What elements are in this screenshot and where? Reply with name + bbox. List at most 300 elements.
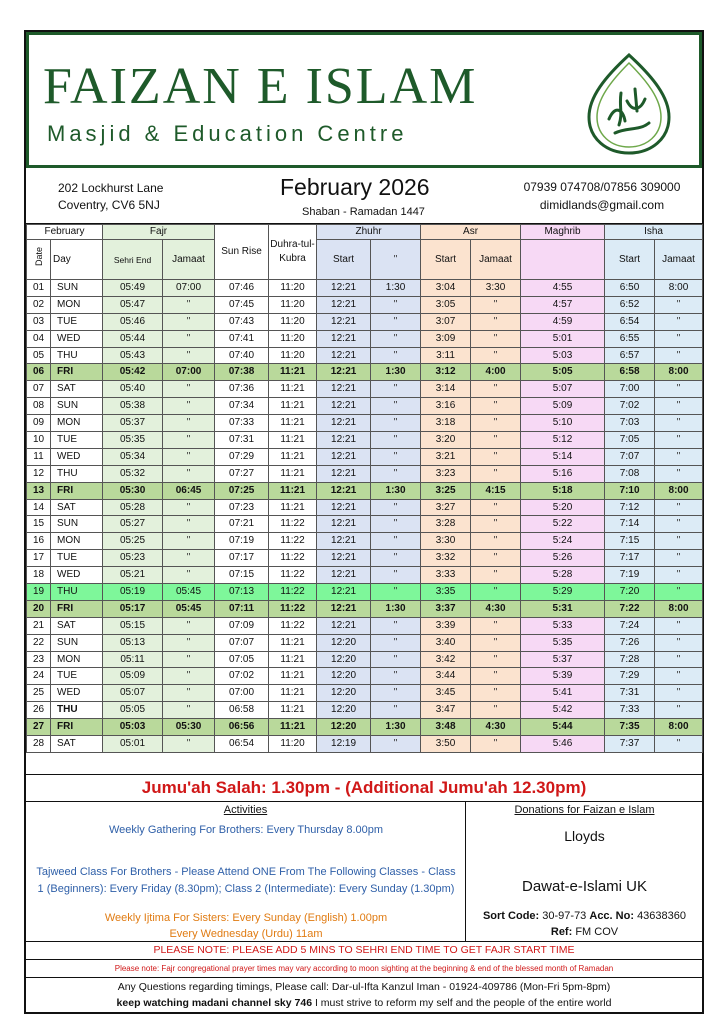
cell-mg: 5:22	[521, 516, 605, 533]
cell-as: 3:14	[421, 381, 471, 398]
cell-d: 10	[27, 432, 51, 449]
cell-d: 23	[27, 651, 51, 668]
cell-zj: "	[371, 550, 421, 567]
cell-mg: 5:37	[521, 651, 605, 668]
cell-fj: "	[163, 347, 215, 364]
cell-ij: "	[655, 634, 703, 651]
cell-zs: 12:20	[317, 651, 371, 668]
cell-zs: 12:19	[317, 736, 371, 753]
cell-zj: 1:30	[371, 280, 421, 297]
cell-dk: 11:20	[269, 280, 317, 297]
cell-zs: 12:21	[317, 482, 371, 499]
cell-ij: "	[655, 668, 703, 685]
cell-aj: "	[471, 651, 521, 668]
cell-sehri: 05:17	[103, 600, 163, 617]
cell-sun: 07:45	[215, 296, 269, 313]
cell-fj: "	[163, 313, 215, 330]
header-zuhr: Zhuhr	[317, 225, 421, 240]
cell-d: 22	[27, 634, 51, 651]
cell-d: 06	[27, 364, 51, 381]
cell-sehri: 05:23	[103, 550, 163, 567]
table-row	[27, 550, 703, 567]
cell-d: 03	[27, 313, 51, 330]
cell-day: SAT	[51, 736, 103, 753]
cell-zs: 12:20	[317, 719, 371, 736]
cell-dk: 11:21	[269, 482, 317, 499]
cell-aj: "	[471, 347, 521, 364]
cell-as: 3:04	[421, 280, 471, 297]
cell-sun: 07:00	[215, 685, 269, 702]
reference-line: Ref: FM COV	[550, 926, 619, 938]
cell-zj: "	[371, 381, 421, 398]
cell-mg: 5:46	[521, 736, 605, 753]
cell-ij: "	[655, 465, 703, 482]
cell-d: 08	[27, 398, 51, 415]
cell-fj: "	[163, 330, 215, 347]
cell-d: 27	[27, 719, 51, 736]
cell-fj: "	[163, 448, 215, 465]
table-row	[27, 280, 703, 297]
cell-zs: 12:21	[317, 533, 371, 550]
cell-ij: "	[655, 432, 703, 449]
cell-dk: 11:22	[269, 584, 317, 601]
cell-as: 3:47	[421, 702, 471, 719]
cell-is: 7:08	[605, 465, 655, 482]
cell-fj: 07:00	[163, 280, 215, 297]
cell-day: WED	[51, 330, 103, 347]
cell-fj: "	[163, 702, 215, 719]
header-isha-jamaat: Jamaat	[655, 240, 703, 280]
cell-mg: 5:14	[521, 448, 605, 465]
cell-d: 02	[27, 296, 51, 313]
cell-day: THU	[51, 702, 103, 719]
table-row	[27, 736, 703, 753]
sehri-note: PLEASE NOTE: PLEASE ADD 5 MINS TO SEHRI END TIME TO GET FAJR START TIME	[26, 942, 702, 960]
cell-as: 3:28	[421, 516, 471, 533]
header-isha-start: Start	[605, 240, 655, 280]
cell-sun: 07:15	[215, 567, 269, 584]
cell-day: SUN	[51, 398, 103, 415]
cell-as: 3:11	[421, 347, 471, 364]
cell-mg: 4:55	[521, 280, 605, 297]
cell-is: 7:22	[605, 600, 655, 617]
cell-zs: 12:21	[317, 330, 371, 347]
cell-as: 3:37	[421, 600, 471, 617]
cell-sehri: 05:13	[103, 634, 163, 651]
cell-mg: 4:59	[521, 313, 605, 330]
table-row	[27, 296, 703, 313]
cell-d: 17	[27, 550, 51, 567]
cell-sun: 07:36	[215, 381, 269, 398]
cell-fj: 05:45	[163, 584, 215, 601]
cell-aj: 4:30	[471, 719, 521, 736]
header-sehri-end: Sehri End	[103, 240, 163, 280]
cell-day: MON	[51, 415, 103, 432]
cell-zj: "	[371, 533, 421, 550]
header	[26, 32, 702, 168]
cell-ij: "	[655, 313, 703, 330]
cell-sun: 06:58	[215, 702, 269, 719]
cell-aj: "	[471, 398, 521, 415]
cell-sehri: 05:34	[103, 448, 163, 465]
cell-is: 7:00	[605, 381, 655, 398]
cell-as: 3:45	[421, 685, 471, 702]
cell-zj: "	[371, 448, 421, 465]
cell-as: 3:42	[421, 651, 471, 668]
cell-mg: 5:12	[521, 432, 605, 449]
cell-zj: 1:30	[371, 364, 421, 381]
cell-ij: "	[655, 499, 703, 516]
cell-ij: "	[655, 516, 703, 533]
cell-as: 3:44	[421, 668, 471, 685]
cell-dk: 11:22	[269, 567, 317, 584]
timetable-sheet	[24, 30, 704, 1014]
cell-mg: 5:42	[521, 702, 605, 719]
cell-as: 3:05	[421, 296, 471, 313]
cell-zs: 12:21	[317, 415, 371, 432]
cell-zs: 12:21	[317, 398, 371, 415]
cell-aj: "	[471, 448, 521, 465]
cell-zj: 1:30	[371, 482, 421, 499]
cell-as: 3:20	[421, 432, 471, 449]
cell-dk: 11:21	[269, 364, 317, 381]
cell-day: FRI	[51, 719, 103, 736]
cell-zj: "	[371, 313, 421, 330]
cell-is: 7:12	[605, 499, 655, 516]
cell-sehri: 05:27	[103, 516, 163, 533]
header-fajr-jamaat: Jamaat	[163, 240, 215, 280]
cell-fj: "	[163, 685, 215, 702]
cell-zj: 1:30	[371, 719, 421, 736]
cell-sun: 07:40	[215, 347, 269, 364]
cell-as: 3:27	[421, 499, 471, 516]
cell-sun: 07:11	[215, 600, 269, 617]
cell-as: 3:32	[421, 550, 471, 567]
cell-dk: 11:21	[269, 634, 317, 651]
cell-aj: "	[471, 465, 521, 482]
cell-ij: "	[655, 347, 703, 364]
cell-sehri: 05:30	[103, 482, 163, 499]
header-maghrib-blank	[521, 240, 605, 280]
cell-sun: 07:17	[215, 550, 269, 567]
cell-day: THU	[51, 465, 103, 482]
madani-line: keep watching madani channel sky 746 I must strive to reform my self and the people of the entire world	[116, 997, 612, 1009]
cell-as: 3:16	[421, 398, 471, 415]
cell-ij: "	[655, 330, 703, 347]
cell-is: 7:33	[605, 702, 655, 719]
cell-dk: 11:21	[269, 499, 317, 516]
cell-zs: 12:21	[317, 364, 371, 381]
cell-sun: 07:19	[215, 533, 269, 550]
cell-fj: "	[163, 499, 215, 516]
cell-fj: 06:45	[163, 482, 215, 499]
cell-zj: "	[371, 516, 421, 533]
cell-sehri: 05:35	[103, 432, 163, 449]
table-row	[27, 364, 703, 381]
cell-sehri: 05:25	[103, 533, 163, 550]
cell-as: 3:07	[421, 313, 471, 330]
cell-mg: 5:01	[521, 330, 605, 347]
cell-sun: 07:33	[215, 415, 269, 432]
cell-d: 18	[27, 567, 51, 584]
cell-mg: 4:57	[521, 296, 605, 313]
prayer-timetable	[26, 224, 703, 753]
cell-fj: 05:30	[163, 719, 215, 736]
cell-zj: "	[371, 296, 421, 313]
cell-zj: "	[371, 432, 421, 449]
header-date: Date	[27, 240, 51, 280]
cell-mg: 5:24	[521, 533, 605, 550]
cell-dk: 11:21	[269, 448, 317, 465]
cell-zs: 12:21	[317, 465, 371, 482]
cell-dk: 11:20	[269, 736, 317, 753]
cell-is: 6:55	[605, 330, 655, 347]
cell-is: 7:10	[605, 482, 655, 499]
cell-mg: 5:05	[521, 364, 605, 381]
cell-fj: "	[163, 736, 215, 753]
table-row	[27, 347, 703, 364]
cell-zj: "	[371, 330, 421, 347]
cell-ij: 8:00	[655, 600, 703, 617]
cell-day: FRI	[51, 482, 103, 499]
cell-sehri: 05:28	[103, 499, 163, 516]
bottom-panel	[26, 802, 702, 942]
cell-is: 6:54	[605, 313, 655, 330]
cell-aj: "	[471, 330, 521, 347]
cell-mg: 5:41	[521, 685, 605, 702]
cell-zs: 12:20	[317, 702, 371, 719]
cell-as: 3:30	[421, 533, 471, 550]
cell-dk: 11:22	[269, 600, 317, 617]
cell-as: 3:25	[421, 482, 471, 499]
gathering-text: Weekly Gathering For Brothers: Every Thursday 8.00pm	[108, 824, 384, 836]
cell-fj: "	[163, 296, 215, 313]
cell-day: FRI	[51, 600, 103, 617]
cell-sehri: 05:42	[103, 364, 163, 381]
cell-zs: 12:21	[317, 617, 371, 634]
cell-sehri: 05:03	[103, 719, 163, 736]
cell-fj: "	[163, 567, 215, 584]
bank-name: Lloyds	[564, 828, 605, 844]
cell-is: 7:26	[605, 634, 655, 651]
cell-fj: "	[163, 651, 215, 668]
ijtima-text: Weekly Ijtima For Sisters: Every Sunday (English) 1.00pm	[104, 912, 388, 924]
cell-day: WED	[51, 567, 103, 584]
cell-day: TUE	[51, 313, 103, 330]
cell-aj: "	[471, 533, 521, 550]
table-row	[27, 381, 703, 398]
cell-as: 3:40	[421, 634, 471, 651]
cell-dk: 11:21	[269, 651, 317, 668]
cell-ij: "	[655, 584, 703, 601]
cell-sun: 07:38	[215, 364, 269, 381]
cell-fj: 07:00	[163, 364, 215, 381]
cell-aj: "	[471, 736, 521, 753]
cell-d: 15	[27, 516, 51, 533]
questions-line: Any Questions regarding timings, Please call: Dar-ul-Ifta Kanzul Iman - 01924-409786 (Mon-Fri 5pm-8pm)	[117, 981, 611, 993]
cell-dk: 11:22	[269, 617, 317, 634]
calligraphy-logo-icon	[575, 49, 683, 157]
cell-aj: 3:30	[471, 280, 521, 297]
cell-zj: "	[371, 651, 421, 668]
cell-aj: "	[471, 296, 521, 313]
cell-zs: 12:21	[317, 584, 371, 601]
table-row	[27, 668, 703, 685]
cell-d: 07	[27, 381, 51, 398]
header-day: Day	[51, 240, 103, 280]
cell-aj: "	[471, 567, 521, 584]
cell-aj: 4:30	[471, 600, 521, 617]
sort-code-line: Sort Code: 30-97-73 Acc. No: 43638360	[482, 910, 687, 922]
cell-dk: 11:22	[269, 550, 317, 567]
cell-fj: "	[163, 533, 215, 550]
cell-is: 6:57	[605, 347, 655, 364]
cell-sehri: 05:09	[103, 668, 163, 685]
cell-fj: "	[163, 432, 215, 449]
cell-aj: "	[471, 415, 521, 432]
cell-zs: 12:20	[317, 634, 371, 651]
cell-d: 24	[27, 668, 51, 685]
cell-d: 28	[27, 736, 51, 753]
address-line1: 202 Lockhurst Lane	[58, 181, 164, 195]
cell-d: 04	[27, 330, 51, 347]
cell-ij: "	[655, 398, 703, 415]
table-row	[27, 432, 703, 449]
cell-aj: "	[471, 516, 521, 533]
cell-ij: "	[655, 533, 703, 550]
table-row	[27, 533, 703, 550]
cell-aj: "	[471, 313, 521, 330]
cell-day: WED	[51, 685, 103, 702]
cell-zj: "	[371, 499, 421, 516]
cell-sehri: 05:43	[103, 347, 163, 364]
cell-sun: 07:31	[215, 432, 269, 449]
table-row	[27, 448, 703, 465]
cell-zj: "	[371, 415, 421, 432]
header-asr-start: Start	[421, 240, 471, 280]
cell-ij: 8:00	[655, 719, 703, 736]
table-row	[27, 415, 703, 432]
cell-day: TUE	[51, 550, 103, 567]
cell-dk: 11:21	[269, 398, 317, 415]
header-sun-rise: Sun Rise	[215, 225, 269, 280]
cell-ij: "	[655, 567, 703, 584]
cell-dk: 11:20	[269, 296, 317, 313]
cell-ij: 8:00	[655, 482, 703, 499]
cell-is: 7:14	[605, 516, 655, 533]
cell-d: 11	[27, 448, 51, 465]
cell-sehri: 05:40	[103, 381, 163, 398]
cell-d: 01	[27, 280, 51, 297]
cell-day: THU	[51, 584, 103, 601]
cell-sun: 07:27	[215, 465, 269, 482]
cell-sun: 07:02	[215, 668, 269, 685]
cell-aj: "	[471, 702, 521, 719]
cell-ij: "	[655, 550, 703, 567]
cell-fj: "	[163, 668, 215, 685]
activities-panel	[26, 802, 466, 942]
cell-zj: 1:30	[371, 600, 421, 617]
hijri-month: Shaban - Ramadan 1447	[302, 206, 425, 218]
cell-day: WED	[51, 448, 103, 465]
cell-day: MON	[51, 533, 103, 550]
cell-mg: 5:20	[521, 499, 605, 516]
cell-as: 3:50	[421, 736, 471, 753]
table-row	[27, 634, 703, 651]
cell-sun: 07:23	[215, 499, 269, 516]
cell-as: 3:23	[421, 465, 471, 482]
table-row	[27, 398, 703, 415]
cell-is: 7:15	[605, 533, 655, 550]
cell-aj: 4:00	[471, 364, 521, 381]
cell-zj: "	[371, 685, 421, 702]
cell-is: 7:28	[605, 651, 655, 668]
cell-fj: "	[163, 516, 215, 533]
cell-as: 3:33	[421, 567, 471, 584]
jumuah-banner: Jumu'ah Salah: 1.30pm - (Additional Jumu'ah 12.30pm)	[26, 774, 702, 802]
header-asr-jamaat: Jamaat	[471, 240, 521, 280]
table-row	[27, 584, 703, 601]
cell-fj: "	[163, 550, 215, 567]
cell-is: 7:07	[605, 448, 655, 465]
cell-fj: "	[163, 381, 215, 398]
phone: 07939 074708/07856 309000	[523, 180, 681, 194]
cell-d: 13	[27, 482, 51, 499]
cell-dk: 11:21	[269, 432, 317, 449]
cell-fj: "	[163, 398, 215, 415]
table-row	[27, 702, 703, 719]
ijtima-urdu-text: Every Wednesday (Urdu) 11am	[169, 928, 323, 940]
org-subtitle: Masjid & Education Centre	[47, 121, 408, 146]
cell-dk: 11:20	[269, 330, 317, 347]
cell-dk: 11:22	[269, 533, 317, 550]
cell-day: THU	[51, 347, 103, 364]
cell-fj: "	[163, 415, 215, 432]
cell-d: 21	[27, 617, 51, 634]
cell-day: SUN	[51, 280, 103, 297]
activities-title: Activities	[223, 804, 268, 816]
cell-zs: 12:20	[317, 685, 371, 702]
table-row	[27, 719, 703, 736]
cell-mg: 5:10	[521, 415, 605, 432]
cell-ij: "	[655, 736, 703, 753]
cell-fj: "	[163, 634, 215, 651]
header-zuhr-start: Start	[317, 240, 371, 280]
cell-day: TUE	[51, 432, 103, 449]
cell-zj: "	[371, 398, 421, 415]
cell-sun: 07:05	[215, 651, 269, 668]
cell-ij: "	[655, 448, 703, 465]
cell-is: 7:29	[605, 668, 655, 685]
cell-d: 12	[27, 465, 51, 482]
header-february: February	[27, 225, 103, 240]
cell-day: SUN	[51, 634, 103, 651]
cell-sun: 07:09	[215, 617, 269, 634]
table-row	[27, 313, 703, 330]
info-bar	[26, 168, 702, 224]
month-title: February 2026	[280, 174, 430, 200]
cell-aj: "	[471, 381, 521, 398]
header-fajr: Fajr	[103, 225, 215, 240]
org-name: FAIZAN E ISLAM	[43, 58, 478, 115]
tajweed-text: Tajweed Class For Brothers - Please Attend ONE From The Following Classes - Class 1 (Beginners): Every Friday (8.30pm); Class 2 (Intermediate): Every Sunday (1.30pm)	[36, 866, 456, 895]
cell-mg: 5:31	[521, 600, 605, 617]
table-row	[27, 600, 703, 617]
table-row	[27, 651, 703, 668]
cell-dk: 11:21	[269, 702, 317, 719]
contact	[512, 178, 692, 214]
cell-sun: 07:41	[215, 330, 269, 347]
